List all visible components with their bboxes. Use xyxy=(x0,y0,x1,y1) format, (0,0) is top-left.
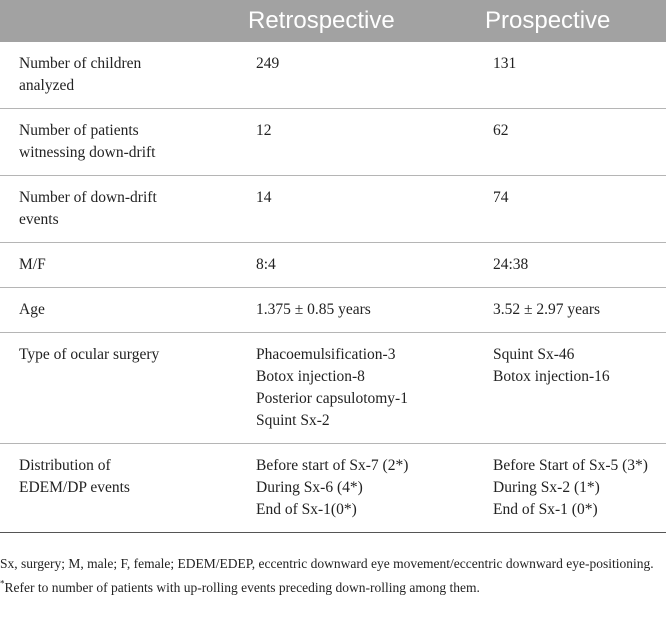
cell-value: 24:38 xyxy=(493,256,529,273)
header-label-col xyxy=(0,0,237,42)
table-row xyxy=(0,288,666,333)
row-label-line: Distribution of xyxy=(19,457,111,474)
asterisk-text: Refer to number of patients with up-rolling events preceding down-rolling among them. xyxy=(4,580,480,595)
prospective-cell xyxy=(474,333,666,444)
row-label-line: Number of children xyxy=(19,55,142,72)
cell-value: Before Start of Sx-5 (3*) xyxy=(493,457,648,474)
footnote-abbreviations: Sx, surgery; M, male; F, female; EDEM/EDEP, eccentric downward eye movement/eccentric downward eye-positioning. xyxy=(0,556,654,571)
row-label xyxy=(0,176,237,243)
asterisk-mark: * xyxy=(0,578,5,589)
retrospective-cell xyxy=(237,333,474,444)
cell-value: Botox injection-8 xyxy=(256,368,365,385)
cell-value: 8:4 xyxy=(256,256,276,273)
cell-value: Phacoemulsification-3 xyxy=(256,346,396,363)
header-retrospective: Retrospective xyxy=(237,0,474,42)
prospective-cell xyxy=(474,109,666,176)
cell-value: Squint Sx-2 xyxy=(256,412,330,429)
row-label xyxy=(0,109,237,176)
cell-value: End of Sx-1 (0*) xyxy=(493,501,598,518)
prospective-cell xyxy=(474,288,666,333)
table-row xyxy=(0,176,666,243)
cell-value: Squint Sx-46 xyxy=(493,346,575,363)
row-label-line: events xyxy=(19,211,59,228)
row-label xyxy=(0,444,237,533)
row-label xyxy=(0,42,237,109)
cell-value: End of Sx-1(0*) xyxy=(256,501,357,518)
table-row xyxy=(0,109,666,176)
prospective-cell xyxy=(474,444,666,533)
cell-value: 131 xyxy=(493,55,517,72)
retrospective-cell xyxy=(237,42,474,109)
row-label xyxy=(0,333,237,444)
cell-value: Botox injection-16 xyxy=(493,368,610,385)
cell-value: Posterior capsulotomy-1 xyxy=(256,390,408,407)
cell-value: 3.52 ± 2.97 years xyxy=(493,301,601,318)
row-label-line: Age xyxy=(19,301,45,318)
header-row xyxy=(0,0,666,42)
retrospective-cell xyxy=(237,243,474,288)
row-label-line: Number of down-drift xyxy=(19,189,157,206)
cell-value: 14 xyxy=(256,189,272,206)
cell-value: During Sx-2 (1*) xyxy=(493,479,600,496)
retrospective-cell xyxy=(237,444,474,533)
cell-value: 12 xyxy=(256,122,272,139)
row-label-line: M/F xyxy=(19,256,46,273)
table-footnotes xyxy=(0,554,664,602)
footnote-asterisk xyxy=(0,578,664,598)
prospective-cell xyxy=(474,42,666,109)
cell-value: 74 xyxy=(493,189,509,206)
table-row xyxy=(0,444,666,533)
cell-value: 1.375 ± 0.85 years xyxy=(256,301,371,318)
cell-value: 62 xyxy=(493,122,509,139)
row-label-line: Type of ocular surgery xyxy=(19,346,160,363)
cell-value: Before start of Sx-7 (2*) xyxy=(256,457,409,474)
prospective-cell xyxy=(474,176,666,243)
retrospective-cell xyxy=(237,288,474,333)
table-row xyxy=(0,42,666,109)
retrospective-cell xyxy=(237,109,474,176)
table-row xyxy=(0,333,666,444)
table-row xyxy=(0,243,666,288)
retrospective-cell xyxy=(237,176,474,243)
row-label xyxy=(0,288,237,333)
cell-value: During Sx-6 (4*) xyxy=(256,479,363,496)
row-label-line: EDEM/DP events xyxy=(19,479,130,496)
header-prospective: Prospective xyxy=(474,0,666,42)
row-label-line: witnessing down-drift xyxy=(19,144,156,161)
prospective-cell xyxy=(474,243,666,288)
row-label xyxy=(0,243,237,288)
row-label-line: Number of patients xyxy=(19,122,139,139)
row-label-line: analyzed xyxy=(19,77,75,94)
cell-value: 249 xyxy=(256,55,280,72)
